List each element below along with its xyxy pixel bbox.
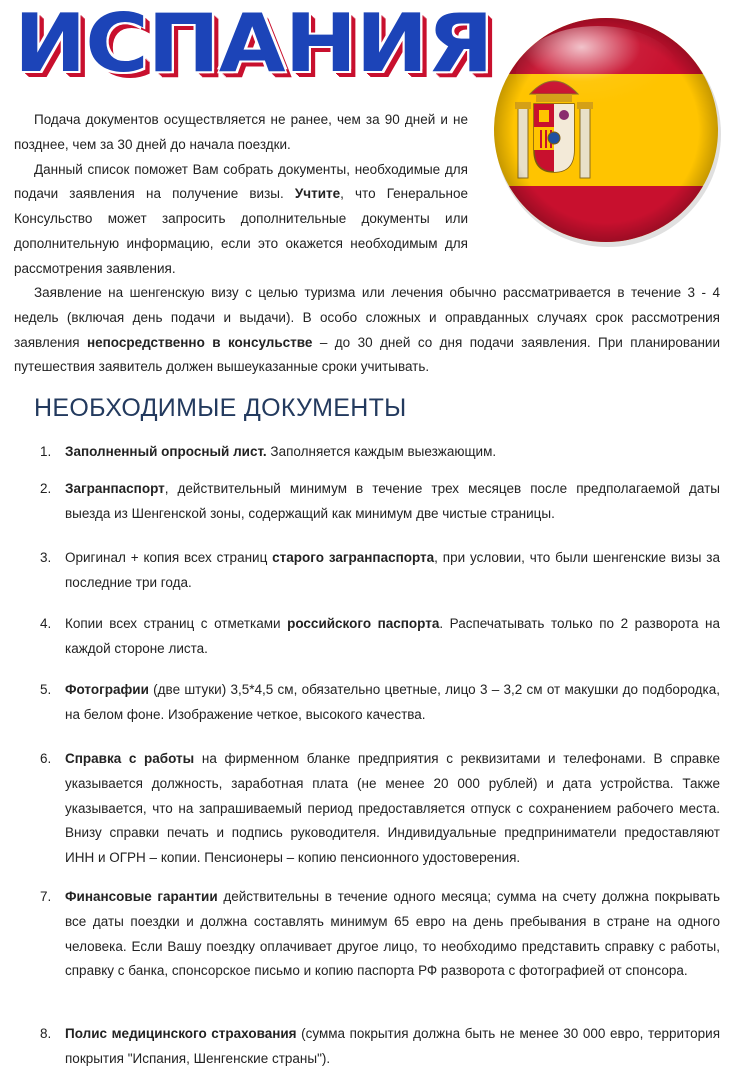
item-bold-label: Справка с работы [65,751,195,766]
item-bold-label: Полис медицинского страхования [65,1026,297,1041]
item-bold-label: старого загранпаспорта [272,550,435,565]
item-number: 8. [40,1026,52,1041]
document-item: 6. Справка с работы на фирменном бланке предприятия с реквизитами и телефонами. В справке указывается должность, заработная плата (не менее 20 000 рублей) и дата устройства. Также указывается, что на запрашиваемый период предоставляется отпуск с сохранением рабочего места. Внизу справки печать и подпись руководителя. Индивидуальные предприниматели предоставляют ИНН и ОГРН – копии. Пенсионеры – копию пенсионного удостоверения. [14,747,720,871]
document-item: 8. Полис медицинского страхования (сумма покрытия должна быть не менее 30 000 евро, территория покрытия "Испания, Шенгенские страны"). [14,1022,720,1072]
item-number: 6. [40,751,52,766]
intro-paragraph-2: Данный список поможет Вам собрать документы, необходимые для подачи заявления на получение визы. Учтите, что Генеральное Консульство может запросить дополнительные документы или дополнительную информацию, если это окажется необходимым для рассмотрения заявления. [14,161,468,276]
document-item: 5. Фотографии (две штуки) 3,5*4,5 см, обязательно цветные, лицо 3 – 3,2 см от макушки до подбородка, на белом фоне. Изображение четкое, высокого качества. [14,678,720,728]
spain-flag-icon [488,12,724,248]
item-number: 4. [40,616,52,631]
page-title: ИСПАНИЯ [14,0,493,90]
document-item: 2. Загранпаспорт, действительный минимум в течение трех месяцев после предполагаемой даты выезда из Шенгенской зоны, содержащий как минимум две чистые страницы. [14,477,720,527]
intro-paragraph-1: Подача документов осуществляется не ранее, чем за 90 дней и не позднее, чем за 30 дней до начала поездки. [14,112,468,152]
processing-time-paragraph: Заявление на шенгенскую визу с целью туризма или лечения обычно рассматривается в течение 3 - 4 недель (включая день подачи и выдачи). В особо сложных и оправданных случаях срок рассмотрения заявления непосредственно в консульстве – до 30 дней со дня подачи заявления. При планировании путешествия заявитель должен вышеуказанные сроки учитывать. [14,285,720,375]
item-number: 1. [40,444,52,459]
item-number: 2. [40,481,52,496]
document-item: 1. Заполненный опросный лист. Заполняется каждым выезжающим. [14,440,720,465]
item-bold-label: Загранпаспорт [65,481,165,496]
document-item: 3. Оригинал + копия всех страниц старого загранпаспорта, при условии, что были шенгенские визы за последние три года. [14,546,720,596]
item-bold-label: российского паспорта [287,616,440,631]
intro-text [14,108,468,282]
item-bold-label: Фотографии [65,682,149,697]
document-item: 4. Копии всех страниц с отметками российского паспорта. Распечатывать только по 2 разворота на каждой стороне листа. [14,612,720,662]
item-bold-label: Финансовые гарантии [65,889,218,904]
item-number: 5. [40,682,52,697]
section-title: НЕОБХОДИМЫЕ ДОКУМЕНТЫ [34,394,407,422]
item-number: 3. [40,550,52,565]
item-bold-label: Заполненный опросный лист. [65,444,267,459]
document-item: 7. Финансовые гарантии действительны в течение одного месяца; сумма на счету должна покрывать все даты поездки и должна составлять минимум 65 евро на день пребывания в стране на одного человека. Если Вашу поездку оплачивает другое лицо, то необходимо представить справку с работы, справку с банка, спонсорское письмо и копию паспорта РФ разворота с фотографией от спонсора. [14,885,720,984]
item-number: 7. [40,889,52,904]
